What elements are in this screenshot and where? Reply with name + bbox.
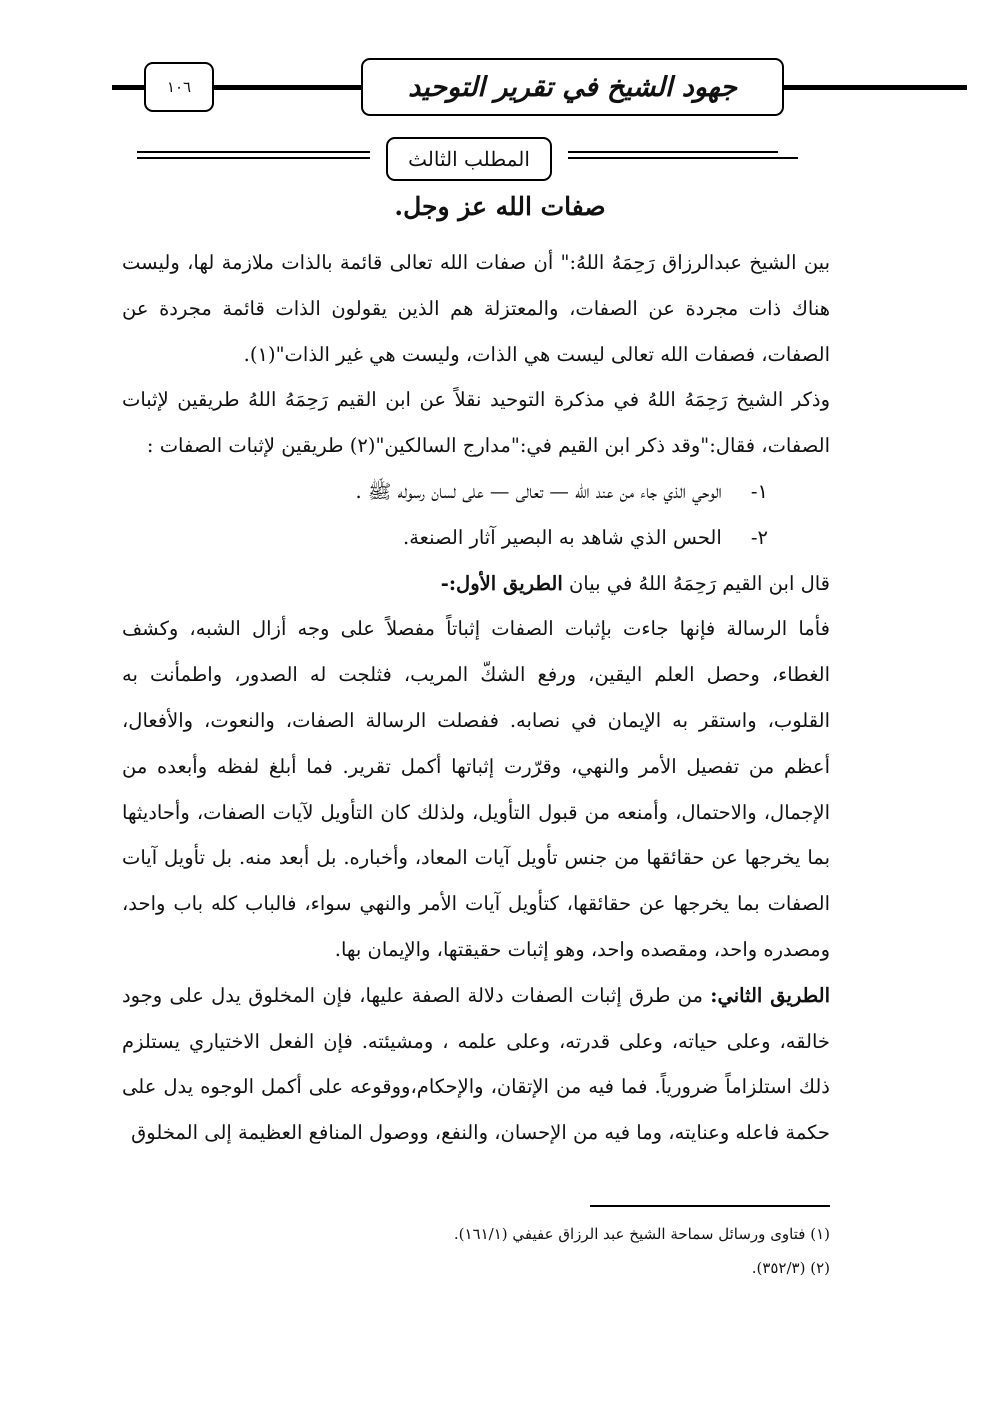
second-path-label: الطريق الثاني:	[710, 983, 830, 1007]
paragraph-5	[122, 973, 830, 1156]
section-rule-right-bottom	[568, 157, 798, 159]
book-title: جهود الشيخ في تقرير التوحيد	[361, 58, 784, 116]
list-item-number: ١-	[750, 479, 768, 503]
paragraph-3	[122, 561, 830, 607]
footnotes	[122, 1217, 830, 1285]
page-number: ١٠٦	[144, 62, 214, 112]
list-item-2	[122, 515, 830, 561]
body-text	[122, 240, 830, 1156]
section-rule-left-bottom	[137, 157, 370, 159]
paragraph-4: فأما الرسالة فإنها جاءت بإثبات الصفات إثباتاً مفصلاً على وجه أزال الشبه، وكشف الغطاء، وحصل العلم اليقين، ورفع الشكّ المريب، فثلجت له الصدور، واطمأنت به القلوب، واستقر به الإيمان في نصابه. ففصلت الرسالة الصفات، والنعوت، والأفعال، أعظم من تفصيل الأمر والنهي، وقرّرت إثباتها أكمل تقرير. فما أبلغ لفظه وأبعده من الإجمال، والاحتمال، وأمنعه من قبول التأويل، ولذلك كان التأويل لآيات الصفات، وأحاديثها بما يخرجها عن حقائقها من جنس تأويل آيات المعاد، وأخباره. بل أبعد منه. بل تأويل آيات الصفات بما يخرجها عن حقائقها، كتأويل آيات الأمر والنهي سواء، فالباب كله باب واحد، ومصدره واحد، ومقصده واحد، وهو إثبات حقيقتها، والإيمان بها.	[122, 617, 830, 961]
section-rule-right-top	[568, 151, 778, 153]
list-item-1	[122, 469, 830, 515]
section-heading: صفات الله عز وجل.	[394, 192, 606, 221]
first-path-label: الطريق الأول:-	[440, 571, 563, 595]
list-item-number: ٢-	[750, 525, 768, 549]
paragraph-1: بين الشيخ عبدالرزاق رَحِمَهُ اللهُ:" أن صفات الله تعالى قائمة بالذات ملازمة لها، وليست هناك ذات مجردة عن الصفات، والمعتزلة هم الذين يقولون الذات قائمة مجردة عن الصفات، فصفات الله تعالى ليست هي الذات، وليست هي غير الذات"(١).	[122, 251, 830, 366]
header-rule-right	[782, 85, 967, 90]
paragraph-2: وذكر الشيخ رَحِمَهُ اللهُ في مذكرة التوحيد نقلاً عن ابن القيم رَحِمَهُ اللهُ طريقين لإثبات الصفات، فقال:"وقد ذكر ابن القيم في:"مدارج السالكين"(٢) طريقين لإثبات الصفات :	[122, 388, 830, 458]
paragraph-3-prefix: قال ابن القيم رَحِمَهُ اللهُ في بيان	[568, 571, 830, 595]
list-item-text: الوحي الذي جاء من عند الله — تعالى — على لسان رسوله ﷺ .	[355, 479, 722, 503]
footnote-separator	[590, 1205, 830, 1207]
paragraph-5-text: من طرق إثبات الصفات دلالة الصفة عليها، فإن المخلوق يدل على وجود خالقه، وعلى حياته، وعلى قدرته، وعلى علمه ، ومشيئته. فإن الفعل الاختياري يستلزم ذلك استلزاماً ضرورياً. فما فيه من الإتقان، والإحكام،ووقوعه على أكمل الوجوه يدل على حكمة فاعله وعنايته، وما فيه من الإحسان، والنفع، ووصول المنافع العظيمة إلى المخلوق	[122, 983, 830, 1145]
footnote-2: (٢) (٣٥٢/٣).	[751, 1259, 830, 1277]
list-item-text: الحس الذي شاهد به البصير آثار الصنعة.	[403, 525, 722, 549]
footnote-1: (١) فتاوى ورسائل سماحة الشيخ عبد الرزاق عفيفي (١٦١/١).	[453, 1225, 830, 1243]
section-label: المطلب الثالث	[386, 137, 552, 181]
section-rule-left-top	[137, 151, 370, 153]
